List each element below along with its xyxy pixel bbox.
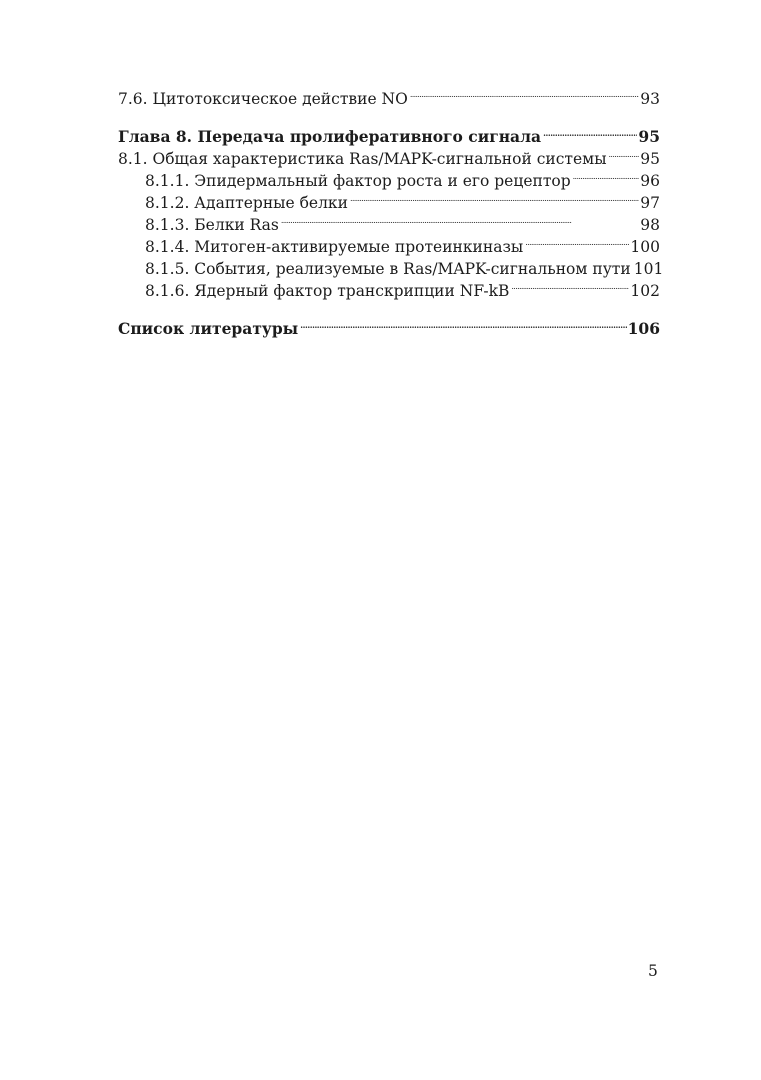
toc-references[interactable] xyxy=(118,312,660,338)
toc-entry-page: 96 xyxy=(640,172,660,190)
toc-references-page: 106 xyxy=(627,319,660,338)
toc-entry-title: 8.1.6. Ядерный фактор транскрипции NF-kB xyxy=(145,282,510,300)
toc-entry-title: 8.1.5. События, реализуемые в Ras/MAPK-сигнальном пути xyxy=(145,260,631,278)
dot-leader xyxy=(511,274,629,296)
dot-leader xyxy=(410,82,639,104)
toc-chapter-page: 95 xyxy=(638,127,660,146)
dot-leader xyxy=(609,142,640,164)
toc-entry-page: 101 xyxy=(633,260,664,278)
toc-entry-title: 8.1.4. Митоген-активируемые протеинкиназы xyxy=(145,238,524,256)
toc-references-title: Список литературы xyxy=(118,319,299,338)
toc-entry-title: 8.1.1. Эпидермальный фактор роста и его рецептор xyxy=(145,172,571,190)
toc-entry-title: 8.1. Общая характеристика Ras/MAPK-сигнальной системы xyxy=(118,150,607,168)
dot-leader xyxy=(300,312,626,334)
toc-entry-page: 95 xyxy=(640,150,660,168)
toc-entry-7-6[interactable] xyxy=(118,82,660,108)
dot-leader xyxy=(525,230,629,252)
dot-leader xyxy=(543,120,637,142)
toc-entry-page: 100 xyxy=(630,238,660,256)
toc-entry-page: 93 xyxy=(640,90,660,108)
toc-entry-page: 97 xyxy=(640,194,660,212)
toc-entry-page: 102 xyxy=(630,282,660,300)
toc-entry-page: 98 xyxy=(640,216,660,234)
toc-chapter-title: Глава 8. Передача пролиферативного сигнала xyxy=(118,127,542,146)
toc-entry-title: 8.1.2. Адаптерные белки xyxy=(145,194,348,212)
toc-entry-title: 7.6. Цитотоксическое действие NO xyxy=(118,90,408,108)
dot-leader xyxy=(573,164,640,186)
toc-chapter-8[interactable] xyxy=(118,120,660,146)
dot-leader xyxy=(350,186,639,208)
page-number: 5 xyxy=(648,962,658,980)
table-of-contents xyxy=(118,82,664,338)
toc-entry-title: 8.1.3. Белки Ras xyxy=(145,216,279,234)
dot-leader xyxy=(281,208,639,230)
